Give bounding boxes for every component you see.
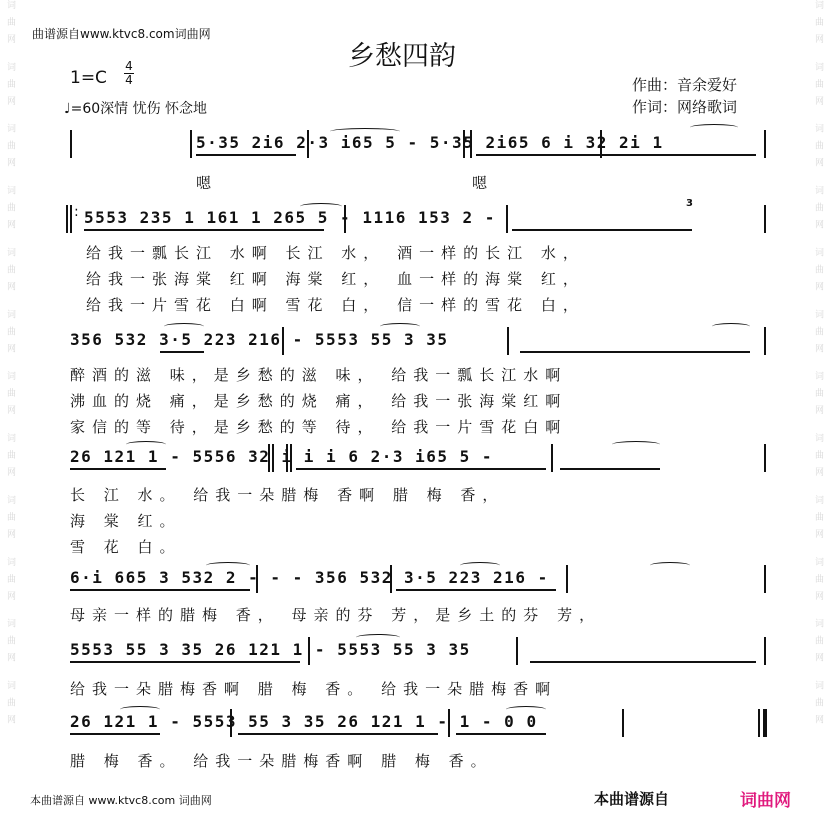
beam: [160, 351, 204, 353]
slur: [126, 441, 166, 448]
lyric-verse-2: 海 棠 红。: [70, 512, 182, 530]
hum-lyric: 嗯: [472, 174, 488, 192]
slur: [356, 634, 400, 641]
lyric-verse-3: 给我一片雪花 白啊 雪花 白， 信一样的雪花 白，: [86, 296, 585, 314]
beam: [196, 154, 296, 156]
slur: [650, 562, 690, 569]
beam: [530, 661, 756, 663]
lyric-verse-1: 醉酒的滋 味，是乡愁的滋 味， 给我一瓢长江水啊: [70, 366, 568, 384]
notes-row-2: 5553 235 1 161 1 265 5 - 1116 153 2 -: [84, 208, 496, 227]
barline: [507, 327, 509, 355]
composer: 作曲：音余爱好: [632, 76, 738, 94]
slur: [690, 124, 738, 131]
hum-lyric: 嗯: [196, 174, 212, 192]
tempo-marking: [64, 98, 207, 118]
page-title: 乡愁四韵: [348, 41, 456, 72]
lyric-verse-1: 给我一瓢长江 水啊 长江 水， 酒一样的长江 水，: [86, 244, 585, 262]
barline: [70, 130, 72, 158]
beam: [520, 351, 750, 353]
slur: [612, 441, 660, 448]
lyric-row-6: 给我一朵腊梅香啊 腊 梅 香。 给我一朵腊梅香啊: [70, 680, 558, 698]
slur: [380, 323, 420, 330]
notes-row-3: 356 532 3·5 223 216 - 5553 55 3 35: [70, 330, 449, 349]
time-signature: 4 4: [125, 59, 133, 87]
barline: [506, 205, 508, 233]
brand-logo[interactable]: 词曲网: [740, 791, 791, 811]
final-barline: [758, 709, 760, 737]
grace-note: 3: [686, 198, 693, 209]
beam: [238, 733, 438, 735]
repeat-start: [66, 205, 68, 233]
slur: [300, 203, 342, 210]
beam: [560, 468, 660, 470]
lyric-verse-2: 沸血的烧 痛，是乡愁的烧 痛， 给我一张海棠红啊: [70, 392, 568, 410]
slur: [712, 323, 750, 330]
slur: [206, 562, 250, 569]
beam: [84, 229, 324, 231]
barline: [764, 205, 766, 233]
barline: [566, 565, 568, 593]
barline: [764, 444, 766, 472]
beam: [70, 589, 250, 591]
notes-row-4: 26 121 1 - 5556 32 i i i 6 2·3 i65 5 -: [70, 447, 494, 466]
beam: [70, 468, 166, 470]
barline: [764, 327, 766, 355]
notes-row-7: 26 121 1 - 5553 55 3 35 26 121 1 - 1 - 0 0: [70, 712, 538, 731]
slur: [506, 706, 546, 713]
slur: [460, 562, 500, 569]
mood: 深情 忧伤 怀念地: [100, 101, 208, 117]
lyricist: 作词：网络歌词: [632, 98, 738, 116]
lyric-row-7: 腊 梅 香。 给我一朵腊梅香啊 腊 梅 香。: [70, 752, 493, 770]
barline: [551, 444, 553, 472]
notes-row-6: 5553 55 3 35 26 121 1 - 5553 55 3 35: [70, 640, 471, 659]
notes-row-5: 6·i 665 3 532 2 - - - 356 532 3·5 223 216 -: [70, 568, 549, 587]
lyric-verse-3: 家信的等 待，是乡愁的等 待， 给我一片雪花白啊: [70, 418, 568, 436]
slur: [330, 128, 400, 135]
watermark-left: 词曲网 词曲网 词曲网 词曲网 词曲网 词曲网 词曲网 词曲网 词曲网 词曲网 词曲网 词曲网: [5, 0, 15, 732]
repeat-dots: :: [74, 204, 79, 220]
lyric-verse-1: 长 江 水。 给我一朵腊梅 香啊 腊 梅 香，: [70, 486, 505, 504]
beam: [70, 661, 300, 663]
slur: [120, 706, 160, 713]
beam: [396, 589, 556, 591]
barline: [622, 709, 624, 737]
lyric-verse-3: 雪 花 白。: [70, 538, 182, 556]
lyric-row-5: 母亲一样的腊梅 香， 母亲的芬 芳，是乡土的芬 芳，: [70, 606, 602, 624]
barline: [764, 130, 766, 158]
key-signature: 1=C: [70, 68, 107, 88]
notes-row-1: 5·35 2i6 2·3 i65 5 - 5·35 2i65 6 i 32 2i 1: [196, 133, 664, 152]
barline: [764, 565, 766, 593]
watermark-right: 词曲网 词曲网 词曲网 词曲网 词曲网 词曲网 词曲网 词曲网 词曲网 词曲网 词曲网 词曲网: [813, 0, 823, 732]
repeat-start: [70, 205, 72, 233]
barline: [764, 637, 766, 665]
source-top: 曲谱源自www.ktvc8.com词曲网: [32, 27, 211, 41]
beam: [70, 733, 160, 735]
tempo: ♩=60: [64, 101, 101, 117]
final-barline: [763, 709, 767, 737]
beam: [456, 733, 546, 735]
beam: [296, 468, 546, 470]
slur: [164, 323, 204, 330]
barline: [516, 637, 518, 665]
beam: [512, 229, 692, 231]
lyric-verse-2: 给我一张海棠 红啊 海棠 红， 血一样的海棠 红，: [86, 270, 585, 288]
beam: [476, 154, 756, 156]
barline: [190, 130, 192, 158]
source-bottom: 本曲谱源自 www.ktvc8.com 词曲网: [30, 794, 212, 807]
source-label: 本曲谱源自: [594, 790, 670, 808]
